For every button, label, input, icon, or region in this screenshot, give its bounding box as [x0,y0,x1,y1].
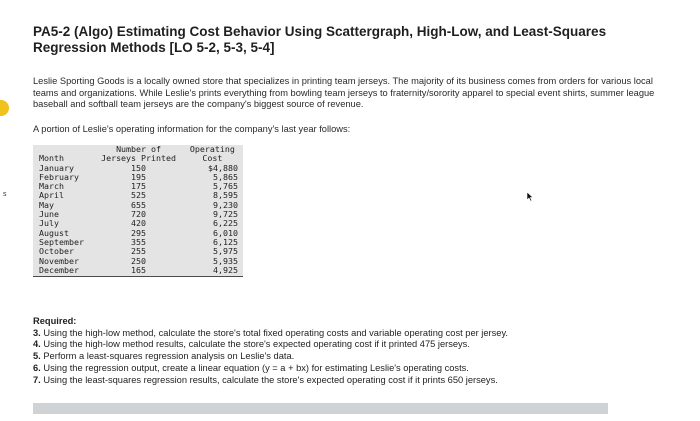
item-text: Using the regression output, create a linear equation (y = a + bx) for estimating Leslie's operating costs. [43,362,469,373]
cost-cell: 5,975 [213,246,238,257]
list-item [33,375,683,387]
problem-heading: PA5-2 (Algo) Estimating Cost Behavior Using Scattergraph, High-Low, and Least-Squares Regression Methods [LO 5-2, 5-3, 5-4] [33,24,607,55]
cost-cell: 6,010 [213,227,238,238]
item-text: Using the least-squares regression results, calculate the store's expected operating cost if it prints 650 jerseys. [43,374,498,385]
cost-header: Operating Cost [189,144,235,164]
cost-cell: 8,595 [213,190,238,201]
month-cell: November [39,255,79,266]
month-cell: December [33,266,93,277]
item-number: 5. [33,351,41,362]
cost-cell: 6,125 [213,236,238,247]
month-cell: June [39,209,59,220]
item-number: 6. [33,362,41,373]
list-item [33,363,683,375]
jerseys-cell: 720 [131,209,147,220]
month-cell: May [39,199,54,210]
jerseys-cell: 175 [131,181,147,192]
month-cell: February [39,171,79,182]
item-text: Perform a least-squares regression analysis on Leslie's data. [43,351,295,362]
cost-cell: 9,725 [213,209,238,220]
jerseys-cell: 165 [93,266,183,277]
item-text: Using the high-low method, calculate the store's total fixed operating costs and variable operating cost per jersey. [43,327,508,338]
jerseys-cell: 355 [131,236,147,247]
month-cell: September [39,236,84,247]
item-text: Using the high-low method results, calculate the store's expected operating cost if it printed 475 jerseys. [43,339,470,350]
required-list [33,328,683,387]
jerseys-cell: 255 [131,246,147,257]
month-cell: July [39,218,59,229]
jerseys-cell: 525 [131,190,147,201]
cost-cell: 5,865 [213,171,238,182]
item-number: 4. [33,339,41,350]
month-cell: August [39,227,69,238]
intro-paragraph: Leslie Sporting Goods is a locally owned store that specializes in printing team jerseys. The majority of its business comes from orders for various local teams and organizations. While Leslie's prints everything from bowling team jerseys to fraternity/sorority apparel to special event shirts, summer league baseball and softball team jerseys are the company's biggest source of revenue. [33,76,655,109]
list-item [33,351,683,363]
month-cell: January [39,162,74,173]
jerseys-cell: 195 [131,171,147,182]
table-header-row [33,145,243,164]
required-title: Required: [33,316,77,326]
list-item [33,328,683,340]
highlight-dot [0,100,9,116]
cost-cell: 5,935 [213,255,238,266]
jerseys-cell: 150 [131,162,147,173]
item-number: 3. [33,327,41,338]
jerseys-cell: 295 [131,227,147,238]
cost-cell: $4,880 [208,162,238,173]
month-cell: March [39,181,64,192]
jerseys-cell: 655 [131,199,147,210]
table-lead-text: A portion of Leslie's operating information for the company's last year follows: [33,124,351,134]
cursor-arrow-icon [526,191,534,202]
cost-cell: 5,765 [213,181,238,192]
required-section [33,316,683,386]
answer-area-bar[interactable] [33,403,608,414]
table-row [33,266,243,277]
month-cell: April [39,190,64,201]
cost-cell: 9,230 [213,199,238,210]
edge-mark: s [3,191,7,198]
month-header: Month [39,153,64,164]
list-item [33,339,683,351]
jerseys-header: Number of Jerseys Printed [101,144,177,164]
operating-data-table [33,145,243,277]
cost-cell: 6,225 [213,218,238,229]
cost-cell: 4,925 [184,266,243,277]
jerseys-cell: 420 [131,218,147,229]
month-cell: October [39,246,74,257]
jerseys-cell: 250 [131,255,147,266]
item-number: 7. [33,374,41,385]
